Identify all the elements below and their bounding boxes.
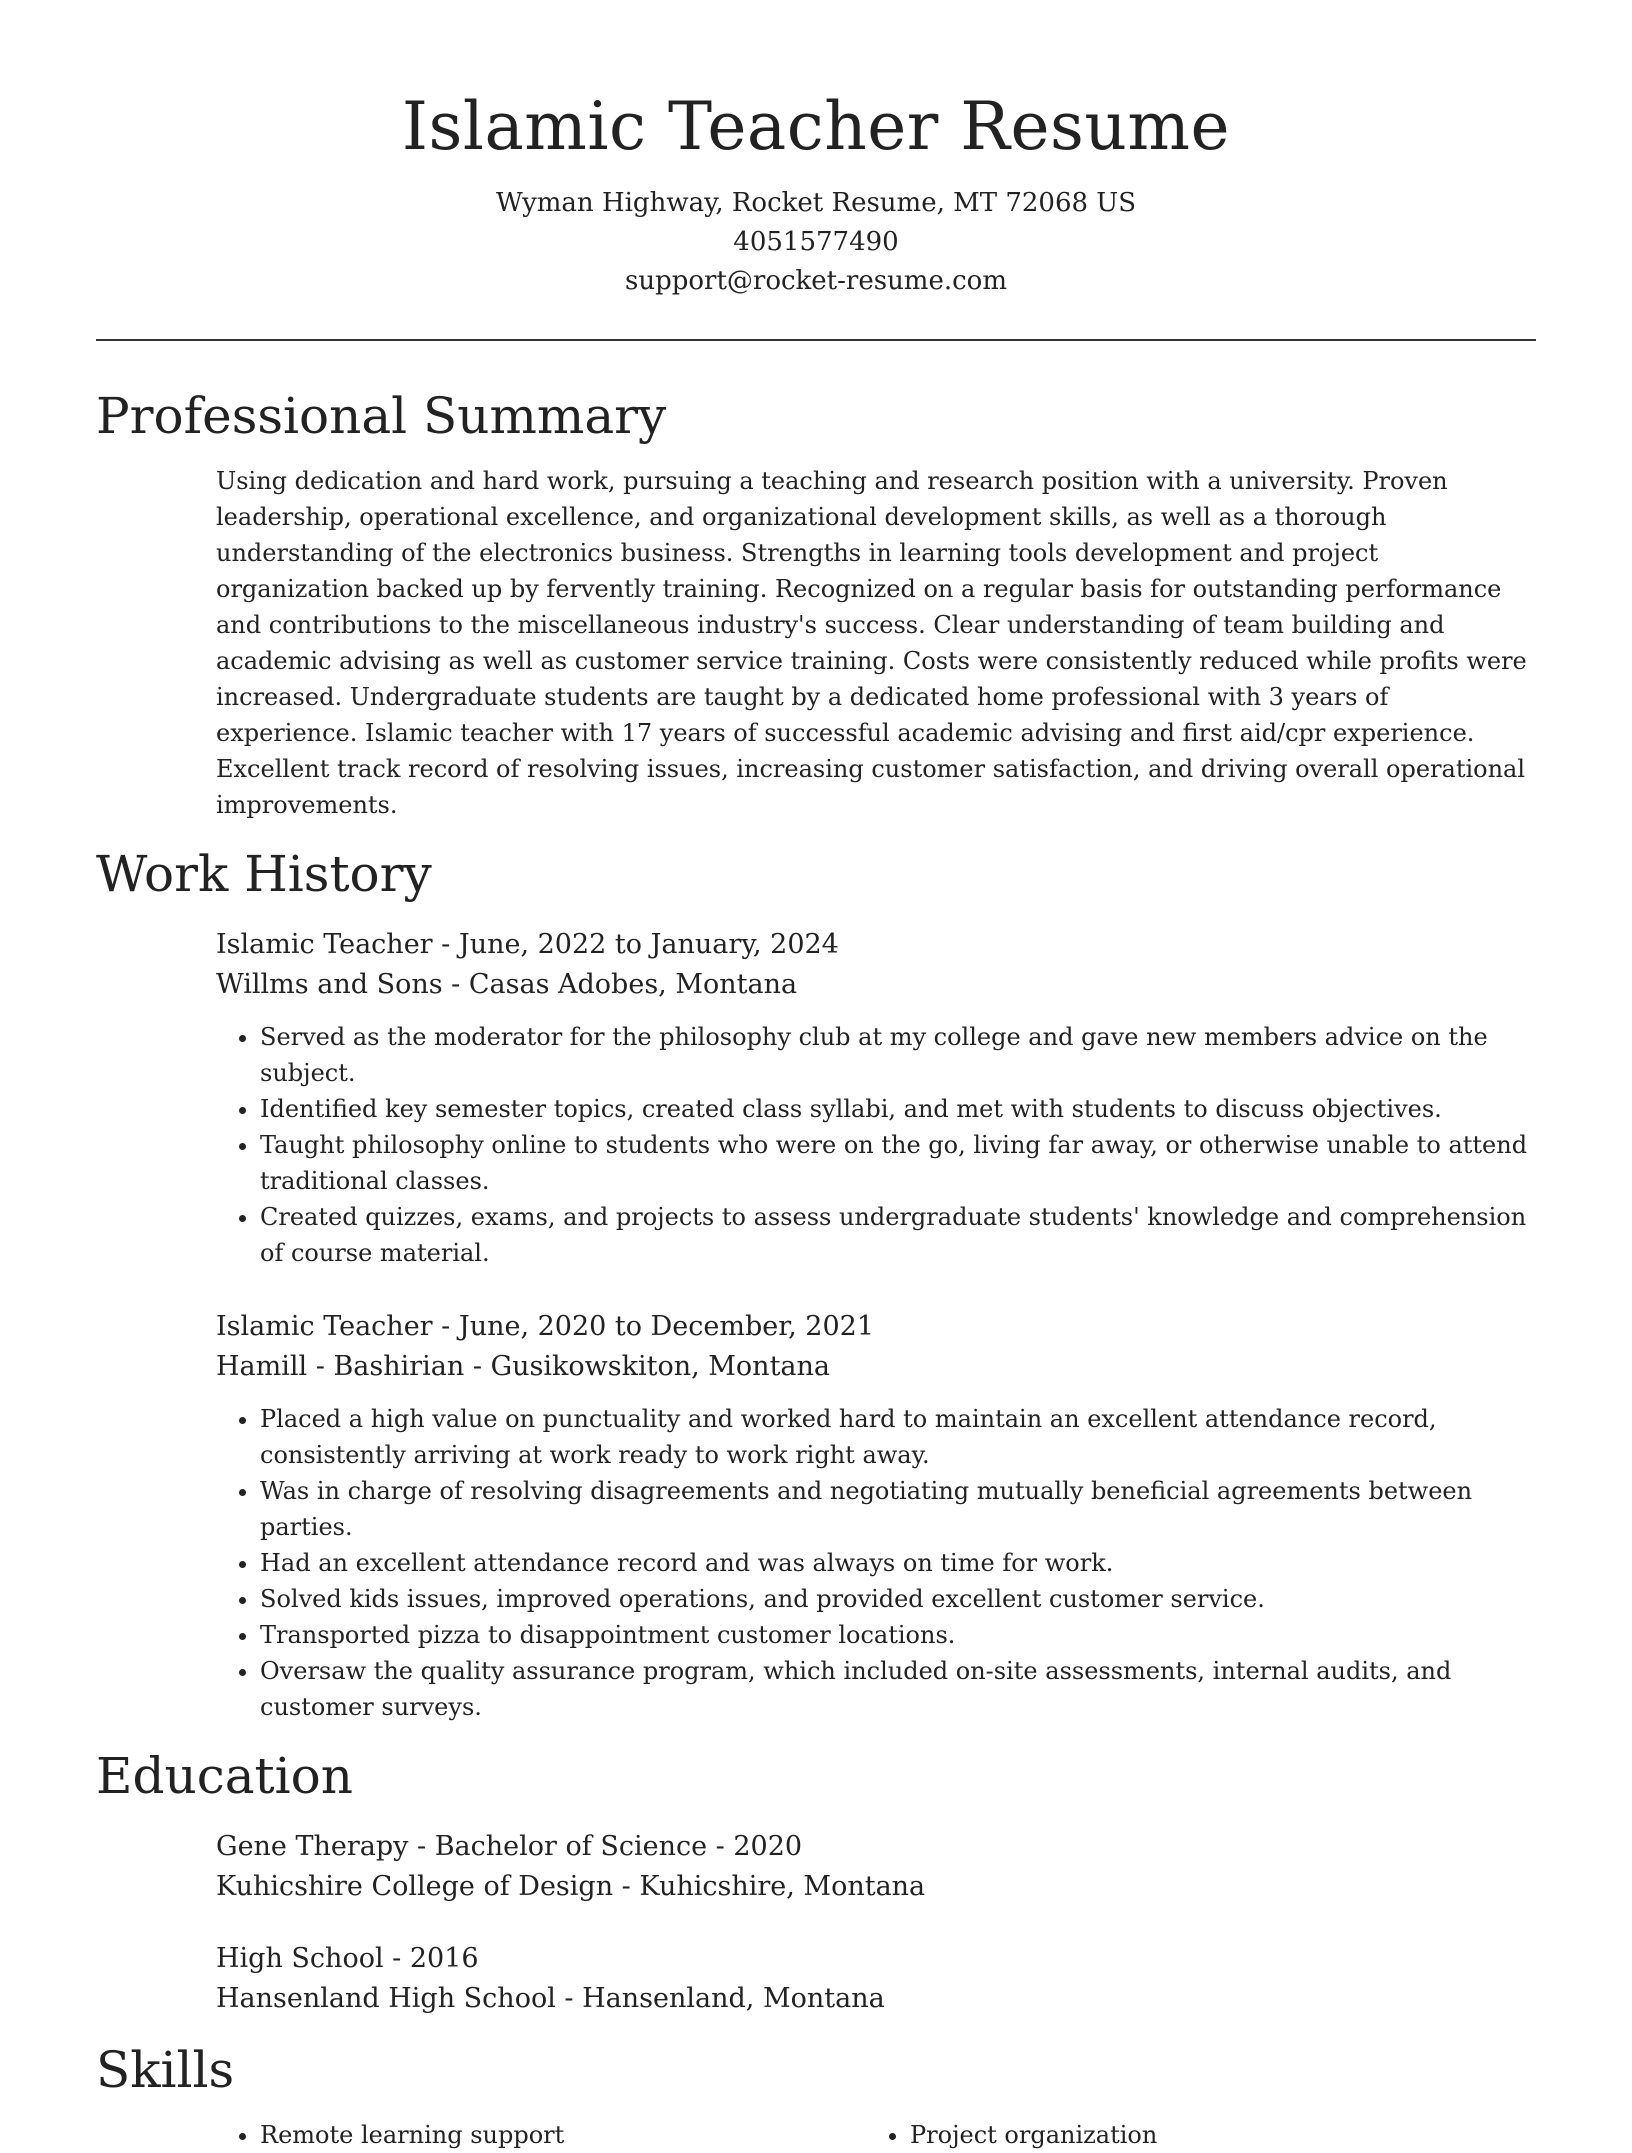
- skills-list-left: [216, 2117, 866, 2153]
- skills-section: [96, 2037, 1536, 2153]
- degree-line: [216, 1939, 1536, 1979]
- summary-text: Using dedication and hard work, pursuing a teaching and research position with a university. Proven leadership, operational excellence, and organizational development skills, as well as a thorough understanding of the electronics business. Strengths in learning tools development and project organization backed up by fervently training. Recognized on a regular basis for outstanding performance and contributions to the miscellaneous industry's success. Clear understanding of team building and academic advising as well as customer service training. Costs were consistently reduced while profits were increased. Undergraduate students are taught by a dedicated home professional with 3 years of experience. Islamic teacher with 17 years of successful academic advising and first aid/cpr experience. Excellent track record of resolving issues, increasing customer satisfaction, and driving overall operational improvements.: [216, 467, 1527, 819]
- job-company-line: [216, 965, 1536, 1005]
- job-entry: [216, 925, 1536, 1271]
- education-entry: [216, 1939, 1536, 2019]
- job-dates: - June, 2020 to December, 2021: [432, 1311, 875, 1342]
- work-section: [96, 841, 1536, 1725]
- degree: Gene Therapy: [216, 1831, 409, 1862]
- contact-info: [96, 184, 1536, 301]
- job-bullets: [216, 1401, 1536, 1725]
- resume-page: [96, 0, 1536, 2153]
- phone: 4051577490: [733, 227, 899, 257]
- job-bullets: [216, 1019, 1536, 1271]
- list-item: • Project organization: [910, 2117, 1516, 2153]
- list-item: • Placed a high value on punctuality and worked hard to maintain an excellent attendance record, consistently arriving at work ready to work right away.: [260, 1401, 1536, 1473]
- education-entry: [216, 1827, 1536, 1907]
- list-item: • Solved kids issues, improved operations, and provided excellent customer service.: [260, 1581, 1536, 1617]
- list-item: • Identified key semester topics, created class syllabi, and met with students to discuss objectives.: [260, 1091, 1536, 1127]
- education-section: [96, 1743, 1536, 2019]
- resume-header: [96, 0, 1536, 301]
- education-heading: Education: [96, 1747, 353, 1805]
- school: Hansenland High School: [216, 1983, 556, 2014]
- degree-detail: - Bachelor of Science - 2020: [408, 1831, 803, 1862]
- school-location: - Kuhicshire, Montana: [613, 1871, 926, 1902]
- skills-grid: [216, 2117, 1536, 2153]
- page-title: Islamic Teacher Resume: [401, 88, 1231, 165]
- list-item: • Taught philosophy online to students who were on the go, living far away, or otherwise unable to attend traditional classes.: [260, 1127, 1536, 1199]
- job-role: Islamic Teacher: [216, 929, 433, 960]
- job-company-line: [216, 1347, 1536, 1387]
- job-location: - Casas Adobes, Montana: [442, 969, 798, 1000]
- list-item: • Oversaw the quality assurance program, which included on-site assessments, internal audits, and customer surveys.: [260, 1653, 1536, 1725]
- skills-list-right: [866, 2117, 1516, 2153]
- school-line: [216, 1867, 1536, 1907]
- school: Kuhicshire College of Design: [216, 1871, 614, 1902]
- summary-section: [96, 383, 1536, 823]
- degree: High School: [216, 1943, 384, 1974]
- school-line: [216, 1979, 1536, 2019]
- header-divider: [96, 339, 1536, 341]
- address: Wyman Highway, Rocket Resume, MT 72068 US: [495, 188, 1137, 218]
- job-entry: [216, 1307, 1536, 1725]
- job-location: - Gusikowskiton, Montana: [464, 1351, 830, 1382]
- degree-line: [216, 1827, 1536, 1867]
- list-item: • Created quizzes, exams, and projects to assess undergraduate students' knowledge and comprehension of course material.: [260, 1199, 1536, 1271]
- degree-detail: - 2016: [383, 1943, 479, 1974]
- job-title-line: [216, 1307, 1536, 1347]
- job-dates: - June, 2022 to January, 2024: [432, 929, 839, 960]
- list-item: • Transported pizza to disappointment customer locations.: [260, 1617, 1536, 1653]
- job-title-line: [216, 925, 1536, 965]
- list-item: • Was in charge of resolving disagreements and negotiating mutually beneficial agreements between parties.: [260, 1473, 1536, 1545]
- list-item: • Had an excellent attendance record and was always on time for work.: [260, 1545, 1536, 1581]
- email: support@rocket-resume.com: [624, 266, 1007, 296]
- skills-heading: Skills: [96, 2041, 235, 2099]
- list-item: • Remote learning support: [260, 2117, 866, 2153]
- job-company: Hamill - Bashirian: [216, 1351, 465, 1382]
- work-heading: Work History: [96, 845, 432, 903]
- list-item: • Served as the moderator for the philosophy club at my college and gave new members advice on the subject.: [260, 1019, 1536, 1091]
- school-location: - Hansenland, Montana: [555, 1983, 885, 2014]
- summary-heading: Professional Summary: [96, 387, 667, 445]
- job-company: Willms and Sons: [216, 969, 443, 1000]
- job-role: Islamic Teacher: [216, 1311, 433, 1342]
